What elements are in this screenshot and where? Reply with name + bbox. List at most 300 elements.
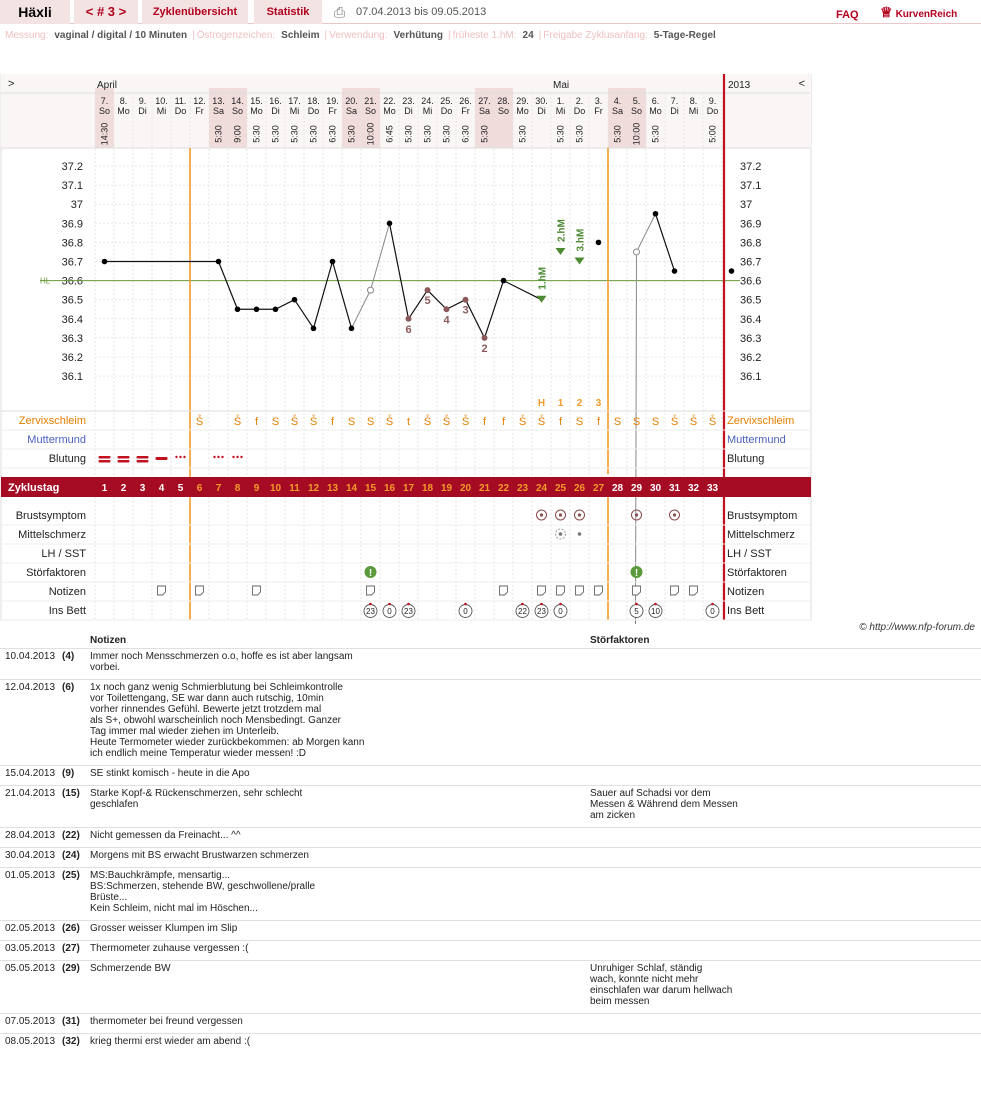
header-notes: Notizen	[90, 635, 127, 646]
note-cycle-day: (26)	[62, 921, 90, 941]
cycle-chart	[0, 74, 981, 624]
day-date: 12.	[193, 96, 206, 106]
temperature-point	[216, 259, 222, 265]
note-text: krieg thermi erst wieder am abend :(	[90, 1034, 590, 1054]
measure-time: 14:30	[99, 122, 110, 146]
bedtime-hour: 0	[463, 607, 468, 616]
cycle-day-number: 6	[196, 483, 203, 494]
spotting-mark	[183, 456, 185, 458]
y-tick-label-right: 36.8	[740, 237, 762, 250]
measure-time: 6:45	[384, 125, 395, 143]
note-cycle-day: (32)	[62, 1034, 90, 1054]
cycle-day-number: 11	[289, 483, 300, 494]
day-date: 11.	[174, 96, 187, 106]
note-date: 15.04.2013	[0, 766, 62, 786]
bleeding-mark	[118, 460, 130, 463]
note-cycle-day: (6)	[62, 680, 90, 766]
header-stoerfaktoren: Störfaktoren	[590, 635, 650, 646]
measure-time: 5:30	[479, 125, 490, 143]
note-cycle-day: (24)	[62, 848, 90, 868]
copyright: © http://www.nfp-forum.de	[859, 622, 975, 633]
note-row	[0, 649, 981, 680]
y-tick-label: 36.8	[61, 237, 83, 250]
excluded-temperature-point	[368, 287, 374, 293]
meta-separator: |	[447, 30, 451, 41]
y-tick-label: 37.2	[61, 161, 83, 173]
y-tick-label-right: 37.2	[740, 161, 762, 173]
day-weekday: Di	[271, 106, 280, 116]
peak-day-label: H	[537, 398, 546, 409]
y-tick-label: 37.1	[61, 180, 83, 193]
temperature-point	[273, 306, 279, 312]
y-tick-label-right: 37	[740, 199, 753, 212]
note-row	[0, 868, 981, 921]
note-disturbance	[590, 1034, 981, 1054]
day-weekday: Mo	[516, 106, 529, 116]
note-date: 12.04.2013	[0, 680, 62, 766]
note-row	[0, 786, 981, 828]
day-weekday: Do	[706, 106, 719, 116]
note-icon	[557, 586, 565, 595]
note-text: Thermometer zuhause vergessen :(	[90, 941, 590, 961]
y-tick-label: 36.5	[61, 294, 83, 307]
bedtime-clock-dot	[559, 603, 562, 606]
lower-value-number: 3	[462, 304, 469, 317]
spotting-mark	[179, 456, 181, 458]
breast-symptom-dot	[578, 513, 581, 516]
temperature-point	[330, 259, 336, 265]
bedtime-clock-dot	[521, 603, 524, 606]
cycle-day-number: 12	[307, 483, 320, 494]
day-date: 6.	[651, 96, 660, 106]
note-cycle-day: (27)	[62, 941, 90, 961]
month-label: April	[97, 80, 118, 91]
bedtime-clock-dot	[711, 603, 714, 606]
y-tick-label: 37	[70, 199, 83, 212]
cover-line-label: HL	[40, 276, 51, 286]
y-tick-label: 36.1	[61, 371, 83, 384]
peak-day-label: 3	[595, 398, 602, 409]
bedtime-hour: 22	[518, 607, 527, 616]
note-icon	[253, 586, 261, 595]
cervical-mucus-mark: f	[254, 416, 259, 428]
measure-time: 5:30	[270, 125, 281, 143]
cycle-day-number: 28	[611, 483, 624, 494]
measure-time: 5:30	[517, 125, 528, 143]
note-disturbance	[590, 921, 981, 941]
y-tick-label: 36.7	[61, 256, 83, 269]
bedtime-hour: 23	[404, 607, 413, 616]
note-disturbance: Unruhiger Schlaf, ständig wach, konnte nicht mehr einschlafen war darum hellwach beim messen	[590, 961, 981, 1014]
measure-time: 5:30	[346, 125, 357, 143]
day-weekday: Do	[440, 106, 453, 116]
y-tick-label-right: 36.3	[740, 332, 762, 345]
high-value-label: 1.hM	[537, 266, 549, 290]
spotting-mark	[221, 456, 223, 458]
day-date: 2.	[575, 96, 584, 106]
y-tick-label-right: 36.6	[740, 275, 762, 288]
day-weekday: Mi	[422, 106, 433, 116]
excluded-temperature-point	[634, 249, 640, 255]
day-date: 7.	[100, 96, 109, 106]
y-tick-label-right: 36.9	[740, 218, 762, 231]
temperature-point	[729, 268, 735, 274]
bleeding-mark	[99, 456, 111, 459]
cycle-day-number: 8	[234, 483, 241, 494]
note-text: Nicht gemessen da Freinacht... ^^	[90, 828, 590, 848]
day-date: 28.	[497, 96, 510, 106]
day-date: 29.	[516, 96, 529, 106]
meta-label: Freigabe Zyklusanfang:	[543, 30, 648, 41]
cycle-day-number: 21	[478, 483, 491, 494]
temperature-point	[292, 297, 298, 303]
note-row	[0, 766, 981, 786]
bleeding-mark	[156, 457, 168, 460]
peak-day-label: 1	[557, 398, 564, 409]
cervical-mucus-mark: S	[575, 416, 584, 428]
note-date: 10.04.2013	[0, 649, 62, 680]
day-weekday: Di	[138, 106, 147, 116]
day-date: 9.	[138, 96, 147, 106]
note-disturbance: Sauer auf Schadsi vor dem Messen & Während dem Messen am zicken	[590, 786, 981, 828]
note-icon	[671, 586, 679, 595]
note-row	[0, 828, 981, 848]
note-date: 01.05.2013	[0, 868, 62, 921]
note-disturbance	[590, 868, 981, 921]
day-date: 21.	[364, 96, 377, 106]
cervical-mucus-mark: S̊	[708, 416, 717, 428]
temperature-point	[311, 326, 317, 332]
day-date: 18.	[307, 96, 320, 106]
note-cycle-day: (22)	[62, 828, 90, 848]
cervical-mucus-mark: S̊	[309, 416, 318, 428]
day-date: 5.	[632, 96, 641, 106]
meta-separator: |	[324, 30, 328, 41]
cervical-mucus-mark: S	[366, 416, 375, 428]
day-weekday: Fr	[328, 106, 337, 116]
high-value-label: 2.hM	[556, 219, 568, 242]
note-date: 30.04.2013	[0, 848, 62, 868]
cervical-mucus-mark: t	[406, 416, 411, 428]
cervical-mucus-mark: f	[558, 416, 563, 428]
note-row	[0, 941, 981, 961]
bedtime-clock-dot	[407, 603, 410, 606]
cycle-day-number: 32	[687, 483, 700, 494]
cervical-mucus-mark: f	[330, 416, 335, 428]
nav-left-icon: >	[8, 78, 15, 90]
bedtime-clock-dot	[540, 603, 543, 606]
cervical-mucus-mark: S̊	[461, 416, 470, 428]
note-cycle-day: (29)	[62, 961, 90, 1014]
breast-symptom-dot	[635, 513, 638, 516]
note-text: Starke Kopf-& Rückenschmerzen, sehr schlecht geschlafen	[90, 786, 590, 828]
cycle-day-number: 15	[364, 483, 377, 494]
kurvenreich-logo[interactable]	[880, 0, 980, 24]
day-weekday: Do	[174, 106, 187, 116]
y-tick-label: 36.2	[61, 352, 83, 364]
day-weekday: Di	[670, 106, 679, 116]
year-label: 2013	[728, 80, 751, 91]
day-weekday: So	[497, 106, 510, 116]
temperature-point	[596, 240, 602, 246]
day-weekday: Do	[307, 106, 320, 116]
note-date: 03.05.2013	[0, 941, 62, 961]
lower-value-number: 5	[424, 295, 431, 308]
note-date: 21.04.2013	[0, 786, 62, 828]
y-tick-label-right: 36.7	[740, 256, 762, 269]
meta-value: 5-Tage-Regel	[653, 30, 716, 41]
measure-time: 6:30	[460, 125, 471, 143]
meta-label: früheste 1.hM:	[452, 30, 517, 41]
cycle-day-number: 30	[649, 483, 662, 494]
y-tick-label: 36.4	[61, 313, 83, 326]
temperature-point	[501, 278, 507, 284]
note-text: thermometer bei freund vergessen	[90, 1014, 590, 1034]
measure-time: 6:30	[327, 125, 338, 143]
cycle-navigator[interactable]: < # 3 >	[74, 0, 138, 24]
chart-owner-name: Häxli	[0, 0, 70, 24]
tab-cycle-overview[interactable]: Zyklenübersicht	[142, 0, 248, 24]
note-disturbance	[590, 828, 981, 848]
note-icon	[196, 586, 204, 595]
bedtime-clock-dot	[635, 603, 638, 606]
cycle-day-number: 1	[101, 483, 108, 494]
faq-link[interactable]: FAQ	[836, 9, 859, 21]
nav-right-icon: <	[798, 78, 805, 90]
meta-label: Östrogenzeichen:	[196, 30, 276, 41]
row-label-bett: Ins Bett	[48, 605, 86, 617]
note-row	[0, 680, 981, 766]
measure-time: 5:30	[555, 125, 566, 143]
note-icon	[633, 586, 641, 595]
row-label-right-brust: Brustsymptom	[727, 510, 798, 522]
cycle-day-number: 5	[177, 483, 184, 494]
day-weekday: Mo	[383, 106, 396, 116]
note-disturbance	[590, 766, 981, 786]
row-label-notizen: Notizen	[48, 586, 86, 598]
crown-icon: ♕	[880, 4, 893, 20]
day-weekday: Fr	[594, 106, 603, 116]
mittelschmerz-dot	[578, 532, 582, 536]
measure-time: 5:30	[403, 125, 414, 143]
row-label-mittel: Mittelschmerz	[18, 529, 86, 541]
day-date: 16.	[269, 96, 282, 106]
day-weekday: Mi	[555, 106, 566, 116]
day-date: 7.	[670, 96, 679, 106]
spotting-mark	[236, 456, 238, 458]
cycle-day-number: 16	[383, 483, 396, 494]
row-label-lh: LH / SST	[41, 548, 86, 560]
temperature-point	[254, 306, 260, 312]
day-weekday: Mo	[117, 106, 130, 116]
cervical-mucus-mark: S	[347, 416, 356, 428]
cycle-day-number: 4	[158, 483, 165, 494]
bedtime-hour: 5	[634, 607, 639, 616]
y-tick-label-right: 36.4	[740, 313, 762, 326]
note-date: 02.05.2013	[0, 921, 62, 941]
day-weekday: So	[98, 106, 111, 116]
day-date: 27.	[478, 96, 491, 106]
note-text: Morgens mit BS erwacht Brustwarzen schmerzen	[90, 848, 590, 868]
cycle-day-number: 9	[253, 483, 260, 494]
note-disturbance	[590, 649, 981, 680]
day-date: 9.	[708, 96, 717, 106]
day-weekday: Mi	[289, 106, 300, 116]
cervical-mucus-mark: S	[651, 416, 660, 428]
cycle-day-number: 7	[215, 483, 222, 494]
measure-time: 9:00	[232, 125, 243, 143]
day-weekday: Mo	[250, 106, 263, 116]
cycle-day-number: 20	[459, 483, 472, 494]
cervical-mucus-mark: f	[482, 416, 487, 428]
note-icon	[500, 586, 508, 595]
printer-icon[interactable]: ⎙	[334, 4, 346, 20]
row-label-right-notizen: Notizen	[727, 586, 765, 598]
day-weekday: Sa	[212, 106, 225, 116]
cycle-settings	[5, 30, 719, 41]
measure-time: 5:30	[289, 125, 300, 143]
note-disturbance	[590, 848, 981, 868]
note-icon	[576, 586, 584, 595]
chart-frame	[1, 74, 811, 620]
note-disturbance	[590, 941, 981, 961]
spotting-mark	[175, 456, 177, 458]
cycle-day-number: 22	[497, 483, 510, 494]
bedtime-clock-dot	[388, 603, 391, 606]
breast-symptom-dot	[559, 513, 562, 516]
note-date: 08.05.2013	[0, 1034, 62, 1054]
measure-time: 5:30	[213, 125, 224, 143]
note-row	[0, 921, 981, 941]
day-weekday: Di	[404, 106, 413, 116]
meta-value: Verhütung	[393, 30, 443, 41]
note-icon	[538, 586, 546, 595]
y-tick-label-right: 36.2	[740, 352, 762, 364]
note-cycle-day: (9)	[62, 766, 90, 786]
day-weekday: Fr	[461, 106, 470, 116]
header-date	[0, 634, 62, 649]
temperature-point	[387, 221, 393, 227]
cervical-mucus-mark: S	[271, 416, 280, 428]
measure-time: 10:00	[631, 122, 642, 146]
day-date: 17.	[288, 96, 301, 106]
row-label-stoer: Störfaktoren	[26, 567, 86, 579]
spotting-mark	[213, 456, 215, 458]
temperature-point	[102, 259, 108, 265]
bleeding-mark	[137, 456, 149, 459]
day-weekday: Do	[573, 106, 586, 116]
day-weekday: Mo	[649, 106, 662, 116]
date-range: 07.04.2013 bis 09.05.2013	[356, 6, 487, 18]
meta-value: vaginal / digital / 10 Minuten	[54, 30, 188, 41]
day-date: 15.	[250, 96, 263, 106]
note-row	[0, 961, 981, 1014]
cervical-mucus-mark: S̊	[233, 416, 242, 428]
day-weekday: Sa	[478, 106, 491, 116]
cycle-day-number: 2	[120, 483, 127, 494]
cycle-day-number: 26	[573, 483, 586, 494]
breast-symptom-dot	[673, 513, 676, 516]
cervical-mucus-mark: S̊	[385, 416, 394, 428]
spotting-mark	[217, 456, 219, 458]
day-date: 10.	[155, 96, 168, 106]
tab-statistics[interactable]: Statistik	[254, 0, 322, 24]
row-label-right-mittel: Mittelschmerz	[727, 529, 795, 541]
high-value-label: 3.hM	[575, 228, 587, 252]
day-date: 20.	[345, 96, 358, 106]
lower-temperature-point	[444, 306, 450, 312]
cycle-day-number: 18	[421, 483, 434, 494]
day-date: 13.	[212, 96, 225, 106]
cycle-day-number: 14	[345, 483, 358, 494]
temperature-point	[672, 268, 678, 274]
row-label-muttermund: Muttermund	[27, 434, 86, 446]
day-date: 8.	[119, 96, 128, 106]
row-label-right-stoer: Störfaktoren	[727, 567, 787, 579]
breast-symptom-dot	[540, 513, 543, 516]
measure-time: 5:30	[308, 125, 319, 143]
note-icon	[367, 586, 375, 595]
measure-time: 10:00	[365, 122, 376, 146]
lower-value-number: 2	[481, 342, 488, 355]
lower-temperature-point	[425, 287, 431, 293]
bedtime-clock-dot	[464, 603, 467, 606]
measure-time: 5:30	[574, 125, 585, 143]
day-weekday: Di	[537, 106, 546, 116]
cycle-day-number: 3	[139, 483, 146, 494]
day-date: 26.	[459, 96, 472, 106]
day-date: 30.	[535, 96, 548, 106]
cycle-day-number: 29	[630, 483, 643, 494]
cycle-day-number: 19	[440, 483, 453, 494]
measure-time: 5:30	[422, 125, 433, 143]
row-label-brust: Brustsymptom	[15, 510, 86, 522]
measure-time: 5:30	[612, 125, 623, 143]
note-cycle-day: (25)	[62, 868, 90, 921]
y-tick-label: 36.3	[61, 332, 83, 345]
meta-label: Verwendung:	[329, 30, 388, 41]
day-date: 24.	[421, 96, 434, 106]
cervical-mucus-mark: f	[596, 416, 601, 428]
y-tick-label-right: 37.1	[740, 180, 762, 193]
bedtime-hour: 23	[537, 607, 546, 616]
spotting-mark	[232, 456, 234, 458]
cervical-mucus-mark: S	[613, 416, 622, 428]
day-date: 8.	[689, 96, 698, 106]
disturbance-icon-mark: !	[368, 568, 373, 579]
temperature-point	[653, 211, 659, 217]
cycle-day-number: 23	[516, 483, 529, 494]
cervical-mucus-mark: S̊	[689, 416, 698, 428]
lower-temperature-point	[463, 297, 469, 303]
note-row	[0, 1014, 981, 1034]
day-date: 25.	[440, 96, 453, 106]
logo-text: KurvenReich	[895, 9, 958, 20]
cervical-mucus-mark: S̊	[670, 416, 679, 428]
y-tick-label: 36.9	[61, 218, 83, 231]
measure-time: 5:30	[251, 125, 262, 143]
bedtime-clock-dot	[369, 603, 372, 606]
note-icon	[595, 586, 603, 595]
day-weekday: So	[364, 106, 377, 116]
note-row	[0, 848, 981, 868]
day-weekday: Mi	[688, 106, 699, 116]
day-weekday: Fr	[195, 106, 204, 116]
row-label-right-lh: LH / SST	[727, 548, 772, 560]
disturbance-icon-mark: !	[634, 568, 639, 579]
note-text: SE stinkt komisch - heute in die Apo	[90, 766, 590, 786]
cervical-mucus-mark: S̊	[290, 416, 299, 428]
